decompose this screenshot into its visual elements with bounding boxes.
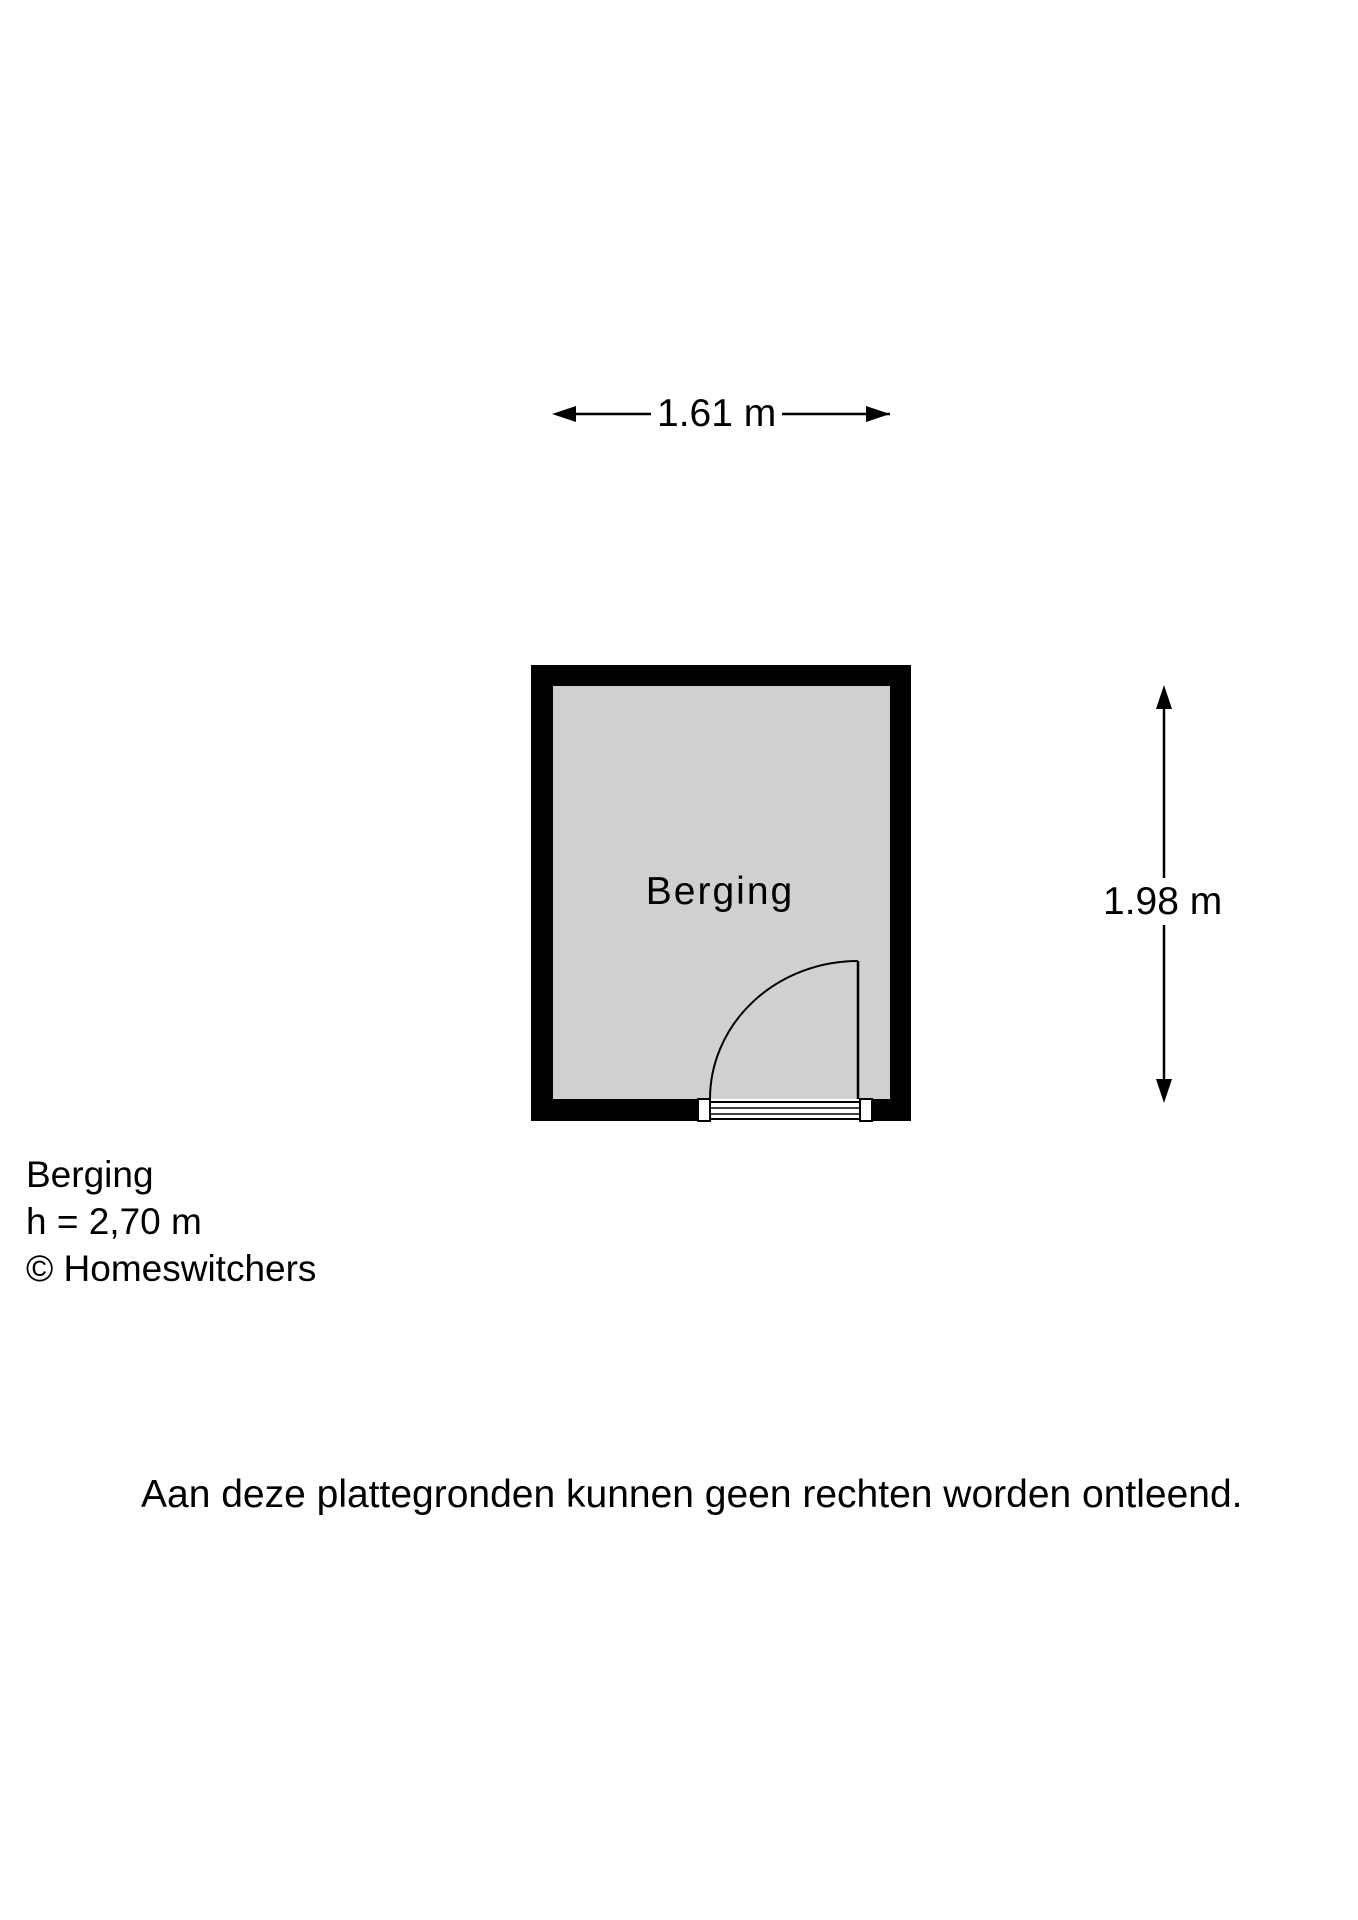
legend-ceiling-height: h = 2,70 m [26, 1201, 202, 1242]
height-dimension-label: 1.98 m [1103, 880, 1223, 923]
room-name-label: Berging [645, 870, 795, 913]
width-dimension-label: 1.61 m [651, 394, 782, 433]
legend [26, 1151, 316, 1292]
legend-room-name: Berging [26, 1154, 154, 1195]
legend-copyright: © Homeswitchers [26, 1248, 317, 1289]
disclaimer-text: Aan deze plattegronden kunnen geen rechten worden ontleend. [141, 1473, 1243, 1516]
